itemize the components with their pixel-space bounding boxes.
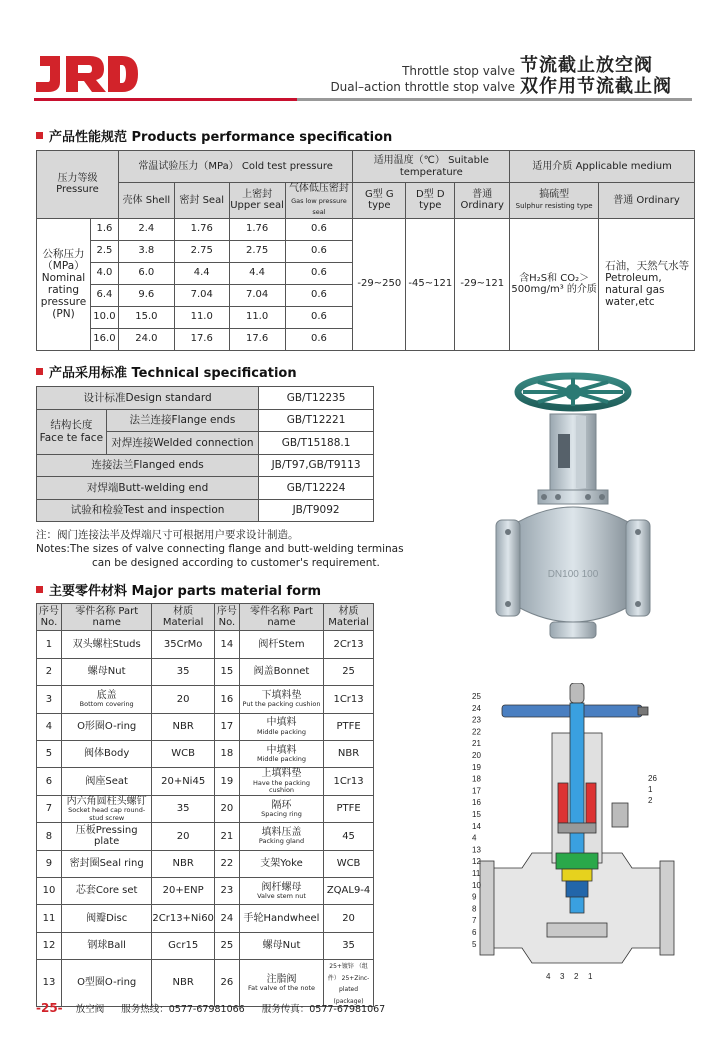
drawing-callout-label: 6	[472, 928, 477, 937]
parts-material-table	[36, 603, 374, 1007]
gas-seal-header: 气体低压密封 Gas low pressure seal	[285, 183, 353, 219]
part-material: 2Cr13	[324, 631, 374, 658]
part-name: 阀瓣Disc	[61, 905, 151, 932]
part-no: 21	[214, 823, 239, 850]
part-no: 12	[37, 932, 62, 959]
no-header: 序号 No.	[37, 604, 62, 631]
part-material: 45	[324, 823, 374, 850]
part-name: 内六角圆柱头螺钉 Socket head cap round-stud screw	[61, 795, 151, 822]
drawing-callout-label: 10	[472, 880, 481, 890]
temp-ord-value: -29~121	[455, 218, 510, 350]
part-no: 6	[37, 768, 62, 795]
part-name: 阀体Body	[61, 740, 151, 767]
table-row	[37, 477, 374, 500]
spec-label: 对焊端Butt-welding end	[37, 477, 259, 500]
material-header: 材质 Material	[324, 604, 374, 631]
tech-section-title	[36, 362, 297, 381]
part-no: 5	[37, 740, 62, 767]
sulphur-header: 搞硫型 Sulphur resisting type	[510, 183, 599, 219]
part-name: 上填料垫 Have the packing cushion	[239, 768, 323, 795]
header-rule	[34, 98, 692, 101]
part-no: 13	[37, 960, 62, 1007]
part-material: NBR	[152, 713, 215, 740]
part-material: 35	[152, 658, 215, 685]
gas-value: 0.6	[285, 218, 353, 240]
table-row	[37, 932, 374, 959]
part-no: 8	[37, 823, 62, 850]
footer-fax: 服务传真：0577-67981067	[261, 1004, 386, 1015]
face-to-face-label: 结构长度 Face te face	[37, 409, 107, 454]
table-row	[37, 658, 374, 685]
part-name: 注脂阀 Fat valve of the note	[239, 960, 323, 1007]
drawing-callout-label: 12	[472, 857, 481, 867]
part-name: 中填料 Middle packing	[239, 713, 323, 740]
g-type-header: G型 G type	[353, 183, 406, 219]
drawing-callout-label: 1	[648, 785, 653, 794]
temp-d-value: -45~121	[406, 218, 455, 350]
drawing-callout-label: 26	[648, 774, 657, 783]
table-row	[37, 905, 374, 932]
part-name: 填料压盖 Packing gland	[239, 823, 323, 850]
drawing-callout-label: 2	[574, 972, 579, 981]
part-material: 1Cr13	[324, 768, 374, 795]
drawing-callout-label: 9	[472, 892, 477, 902]
drawing-callout-label: 21	[472, 739, 481, 749]
part-name: 螺母Nut	[61, 658, 151, 685]
temp-g-value: -29~250	[353, 218, 406, 350]
table-row: 16.0 24.0 17.6 17.6 0.6	[37, 328, 695, 350]
part-no: 18	[214, 740, 239, 767]
part-material: PTFE	[324, 713, 374, 740]
jrd-logo	[34, 52, 138, 96]
drawing-callout-label: 7	[472, 916, 477, 926]
drawing-callout-label: 23	[472, 715, 481, 725]
footer-category: 放空阀	[75, 1004, 105, 1015]
part-no: 4	[37, 713, 62, 740]
notes-cn: 注：阀门连接法半及焊端尺寸可根据用户要求设计制造。	[36, 529, 299, 541]
valve-photo	[478, 372, 668, 647]
part-name: O型圈O-ring	[61, 960, 151, 1007]
part-name: 钢球Ball	[61, 932, 151, 959]
part-material: WCB	[152, 740, 215, 767]
part-material: PTFE	[324, 795, 374, 822]
part-name: O形圈O-ring	[61, 713, 151, 740]
part-material: 35	[152, 795, 215, 822]
part-name: 阀盖Bonnet	[239, 658, 323, 685]
part-no: 25	[214, 932, 239, 959]
part-material: 20+Ni45	[152, 768, 215, 795]
drawing-callout-label: 19	[472, 762, 481, 772]
table-row	[37, 454, 374, 477]
valve-section-drawing	[462, 683, 694, 983]
spec-value: GB/T15188.1	[259, 432, 374, 455]
perf-section-title	[36, 126, 392, 145]
part-material: 25+镀锌 （组件） 25+Zinc-plated (package)	[324, 960, 374, 1007]
part-no: 10	[37, 878, 62, 905]
cold-test-header: 常温试验压力（MPa） Cold test pressure	[118, 151, 352, 183]
table-row: 6.4 9.6 7.04 7.04 0.6	[37, 284, 695, 306]
perf-title-text: 产品性能规范 Products performance specification	[49, 130, 393, 145]
part-name-header: 零件名称 Part name	[61, 604, 151, 631]
part-material: 1Cr13	[324, 686, 374, 713]
part-no: 15	[214, 658, 239, 685]
part-material: 2Cr13+Ni60	[152, 905, 215, 932]
part-name: 阀杆Stem	[239, 631, 323, 658]
table-row	[37, 387, 374, 410]
header-cn-title-1: 节流截止放空阀	[520, 55, 653, 76]
table-row	[37, 713, 374, 740]
shell-header: 壳体 Shell	[118, 183, 174, 219]
technical-spec-table	[36, 386, 374, 522]
upper-seal-header: 上密封 Upper seal	[229, 183, 285, 219]
part-material: 20+ENP	[152, 878, 215, 905]
upper-value: 1.76	[229, 218, 285, 240]
drawing-callout-label: 22	[472, 727, 481, 737]
part-name: 隔环 Spacing ring	[239, 795, 323, 822]
pressure-grade-header: 压力等级 Pressure	[37, 151, 119, 219]
part-name: 密封圈Seal ring	[61, 850, 151, 877]
seal-header: 密封 Seal	[174, 183, 229, 219]
drawing-callout-label: 3	[560, 972, 565, 981]
table-row	[37, 878, 374, 905]
table-row: 4.0 6.0 4.4 4.4 0.6	[37, 262, 695, 284]
spec-value: GB/T12235	[259, 387, 374, 410]
spec-label: 法兰连接Flange ends	[106, 409, 258, 432]
no-header: 序号 No.	[214, 604, 239, 631]
part-no: 19	[214, 768, 239, 795]
shell-value: 2.4	[118, 218, 174, 240]
casting-mark: DN100 100	[547, 569, 599, 580]
part-material: Gcr15	[152, 932, 215, 959]
part-name: 压板Pressing plate	[61, 823, 151, 850]
notes-en-1: Notes:The sizes of valve connecting flange and butt-welding terminas	[36, 543, 404, 555]
part-material: ZQAL9-4	[324, 878, 374, 905]
table-row: 10.0 15.0 11.0 11.0 0.6	[37, 306, 695, 328]
performance-table	[36, 150, 695, 351]
medium-sulph-value: 含H₂S和 CO₂＞500mg/m³ 的介质	[510, 218, 599, 350]
page-number: -25-	[36, 1001, 63, 1015]
medium-header: 适用介质 Applicable medium	[510, 151, 695, 183]
table-row	[37, 740, 374, 767]
pn-value: 1.6	[90, 218, 118, 240]
bullet-square-icon	[36, 586, 43, 593]
drawing-callout-label: 4	[546, 972, 551, 981]
part-name: 螺母Nut	[239, 932, 323, 959]
part-material: 35	[324, 932, 374, 959]
table-row	[37, 409, 374, 432]
table-row	[37, 768, 374, 795]
drawing-callout-label: 5	[472, 939, 477, 949]
tech-title-text: 产品采用标准 Technical specification	[49, 366, 297, 381]
spec-label: 连接法兰Flanged ends	[37, 454, 259, 477]
part-no: 14	[214, 631, 239, 658]
spec-label: 试验和检验Test and inspection	[37, 499, 259, 522]
part-no: 9	[37, 850, 62, 877]
drawing-callout-label: 25	[472, 692, 481, 701]
part-material: 35CrMo	[152, 631, 215, 658]
drawing-callout-label: 4	[472, 833, 477, 843]
part-name: 阀座Seat	[61, 768, 151, 795]
part-no: 3	[37, 686, 62, 713]
drawing-callout-label: 8	[472, 904, 477, 914]
part-material: 20	[152, 686, 215, 713]
drawing-callout-label: 15	[472, 810, 481, 819]
part-material: NBR	[152, 850, 215, 877]
drawing-callout-label: 13	[472, 845, 481, 855]
table-row	[37, 631, 374, 658]
part-no: 2	[37, 658, 62, 685]
part-no: 26	[214, 960, 239, 1007]
part-name-header: 零件名称 Part name	[239, 604, 323, 631]
header-en-title-1: Throttle stop valve	[402, 64, 515, 78]
part-material: WCB	[324, 850, 374, 877]
part-material: 25	[324, 658, 374, 685]
table-row	[37, 686, 374, 713]
seal-value: 1.76	[174, 218, 229, 240]
header-en-title-2: Dual–action throttle stop valve	[330, 80, 515, 94]
material-header: 材质 Material	[152, 604, 215, 631]
drawing-callout-label: 24	[472, 703, 481, 713]
spec-value: GB/T12224	[259, 477, 374, 500]
footer-hotline: 服务热线：0577-67981066	[121, 1004, 245, 1015]
part-no: 20	[214, 795, 239, 822]
d-type-header: D型 D type	[406, 183, 455, 219]
part-name: 双头螺柱Studs	[61, 631, 151, 658]
table-row	[37, 960, 374, 1007]
footer	[36, 1001, 399, 1015]
notes-en-2: can be designed according to customer's requirement.	[92, 557, 380, 569]
part-name: 手轮Handwheel	[239, 905, 323, 932]
drawing-callout-label: 2	[648, 796, 653, 805]
temp-header: 适用温度（℃） Suitable temperature	[353, 151, 510, 183]
header-cn-title-2: 双作用节流截止阀	[520, 76, 672, 97]
table-row	[37, 218, 695, 240]
part-name: 底盖 Bottom covering	[61, 686, 151, 713]
drawing-callout-label: 11	[472, 869, 481, 878]
medium-ord-value: 石油，天然气水等 Petroleum, natural gas water,etc	[599, 218, 695, 350]
bullet-square-icon	[36, 368, 43, 375]
table-row	[37, 823, 374, 850]
table-row: 2.5 3.8 2.75 2.75 0.6	[37, 240, 695, 262]
part-no: 11	[37, 905, 62, 932]
part-material: NBR	[152, 960, 215, 1007]
spec-value: JB/T9092	[259, 499, 374, 522]
spec-value: GB/T12221	[259, 409, 374, 432]
spec-label: 对焊连接Welded connection	[106, 432, 258, 455]
part-no: 17	[214, 713, 239, 740]
drawing-callout-label: 1	[588, 972, 593, 981]
notes	[36, 528, 404, 570]
part-material: NBR	[324, 740, 374, 767]
part-material: 20	[324, 905, 374, 932]
part-name: 芯套Core set	[61, 878, 151, 905]
part-material: 20	[152, 823, 215, 850]
part-name: 支架Yoke	[239, 850, 323, 877]
bullet-square-icon	[36, 132, 43, 139]
part-no: 7	[37, 795, 62, 822]
drawing-callout-label: 14	[472, 821, 481, 831]
part-name: 中填料 Middle packing	[239, 740, 323, 767]
part-no: 16	[214, 686, 239, 713]
drawing-callout-label: 16	[472, 798, 481, 808]
part-name: 下填料垫 Put the packing cushion	[239, 686, 323, 713]
table-row	[37, 795, 374, 822]
ordinary-medium-header: 普通 Ordinary	[599, 183, 695, 219]
parts-section-title	[36, 580, 321, 599]
part-name: 阀杆螺母 Valve stem nut	[239, 878, 323, 905]
ordinary-temp-header: 普通 Ordinary	[455, 183, 510, 219]
parts-title-text: 主要零件材料 Major parts material form	[49, 584, 322, 599]
spec-label: 设计标准Design standard	[37, 387, 259, 410]
pn-label: 公称压力 （MPa） Nominal rating pressure (PN)	[37, 218, 91, 350]
part-no: 23	[214, 878, 239, 905]
spec-value: JB/T97,GB/T9113	[259, 454, 374, 477]
drawing-callout-label: 17	[472, 786, 481, 796]
part-no: 24	[214, 905, 239, 932]
part-no: 1	[37, 631, 62, 658]
drawing-callout-label: 18	[472, 774, 481, 784]
drawing-callout-label: 20	[472, 751, 481, 760]
table-row	[37, 499, 374, 522]
part-no: 22	[214, 850, 239, 877]
table-row	[37, 850, 374, 877]
